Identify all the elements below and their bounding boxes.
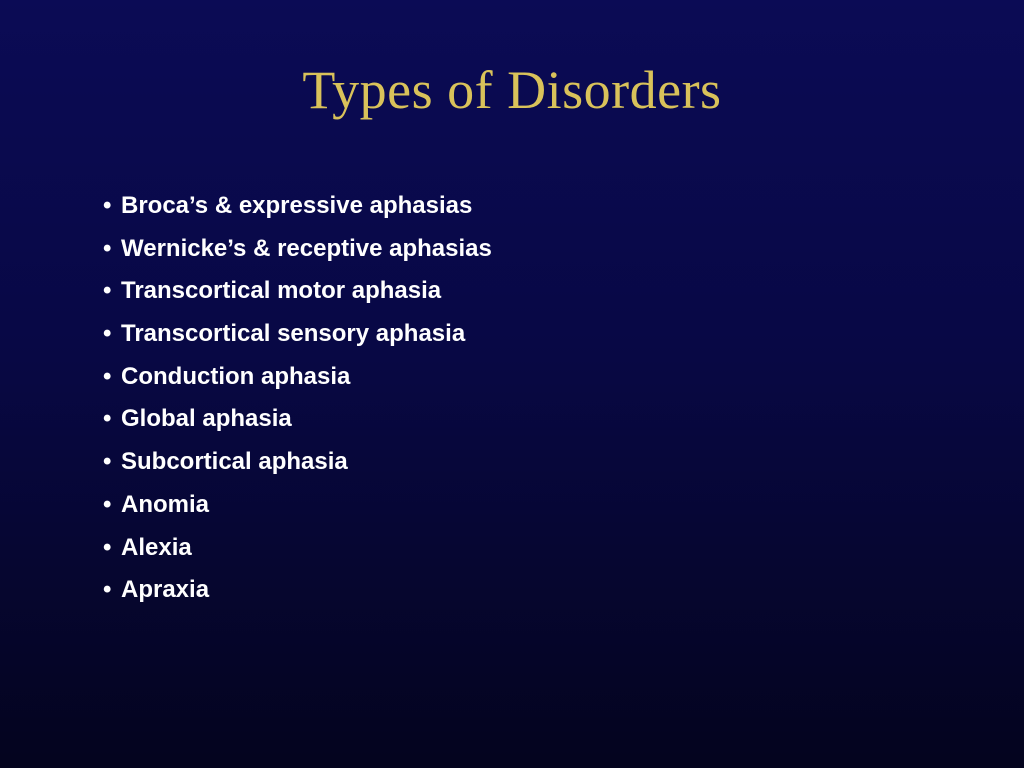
slide-title: Types of Disorders bbox=[302, 60, 722, 120]
bullet-icon: • bbox=[103, 533, 112, 561]
bullet-icon: • bbox=[103, 576, 112, 604]
list-item-text: Alexia bbox=[121, 533, 192, 561]
bullet-icon: • bbox=[103, 277, 112, 305]
bullet-icon: • bbox=[103, 448, 112, 476]
list-item-text: Transcortical motor aphasia bbox=[121, 277, 442, 305]
list-item-text: Apraxia bbox=[121, 576, 210, 604]
list-item bbox=[103, 487, 492, 530]
list-item bbox=[103, 530, 492, 573]
bullet-icon: • bbox=[103, 192, 112, 219]
bullet-icon: • bbox=[103, 490, 112, 518]
list-item bbox=[103, 359, 492, 402]
list-item bbox=[103, 231, 492, 274]
list-item bbox=[103, 572, 492, 615]
list-item bbox=[103, 401, 492, 444]
list-item-text: Conduction aphasia bbox=[121, 362, 351, 390]
bullet-icon: • bbox=[103, 234, 112, 262]
bullet-icon: • bbox=[103, 405, 112, 433]
bullet-list bbox=[103, 188, 492, 615]
list-item bbox=[103, 316, 492, 359]
list-item-text: Global aphasia bbox=[121, 405, 292, 433]
list-item-text: Broca’s & expressive aphasias bbox=[121, 192, 473, 219]
list-item-text: Wernicke’s & receptive aphasias bbox=[121, 234, 492, 262]
list-item-text: Subcortical aphasia bbox=[121, 448, 348, 476]
list-item bbox=[103, 273, 492, 316]
list-item-text: Anomia bbox=[121, 490, 210, 518]
bullet-icon: • bbox=[103, 320, 112, 348]
list-item-text: Transcortical sensory aphasia bbox=[121, 320, 466, 348]
list-item bbox=[103, 188, 492, 231]
bullet-icon: • bbox=[103, 362, 112, 390]
list-item bbox=[103, 444, 492, 487]
